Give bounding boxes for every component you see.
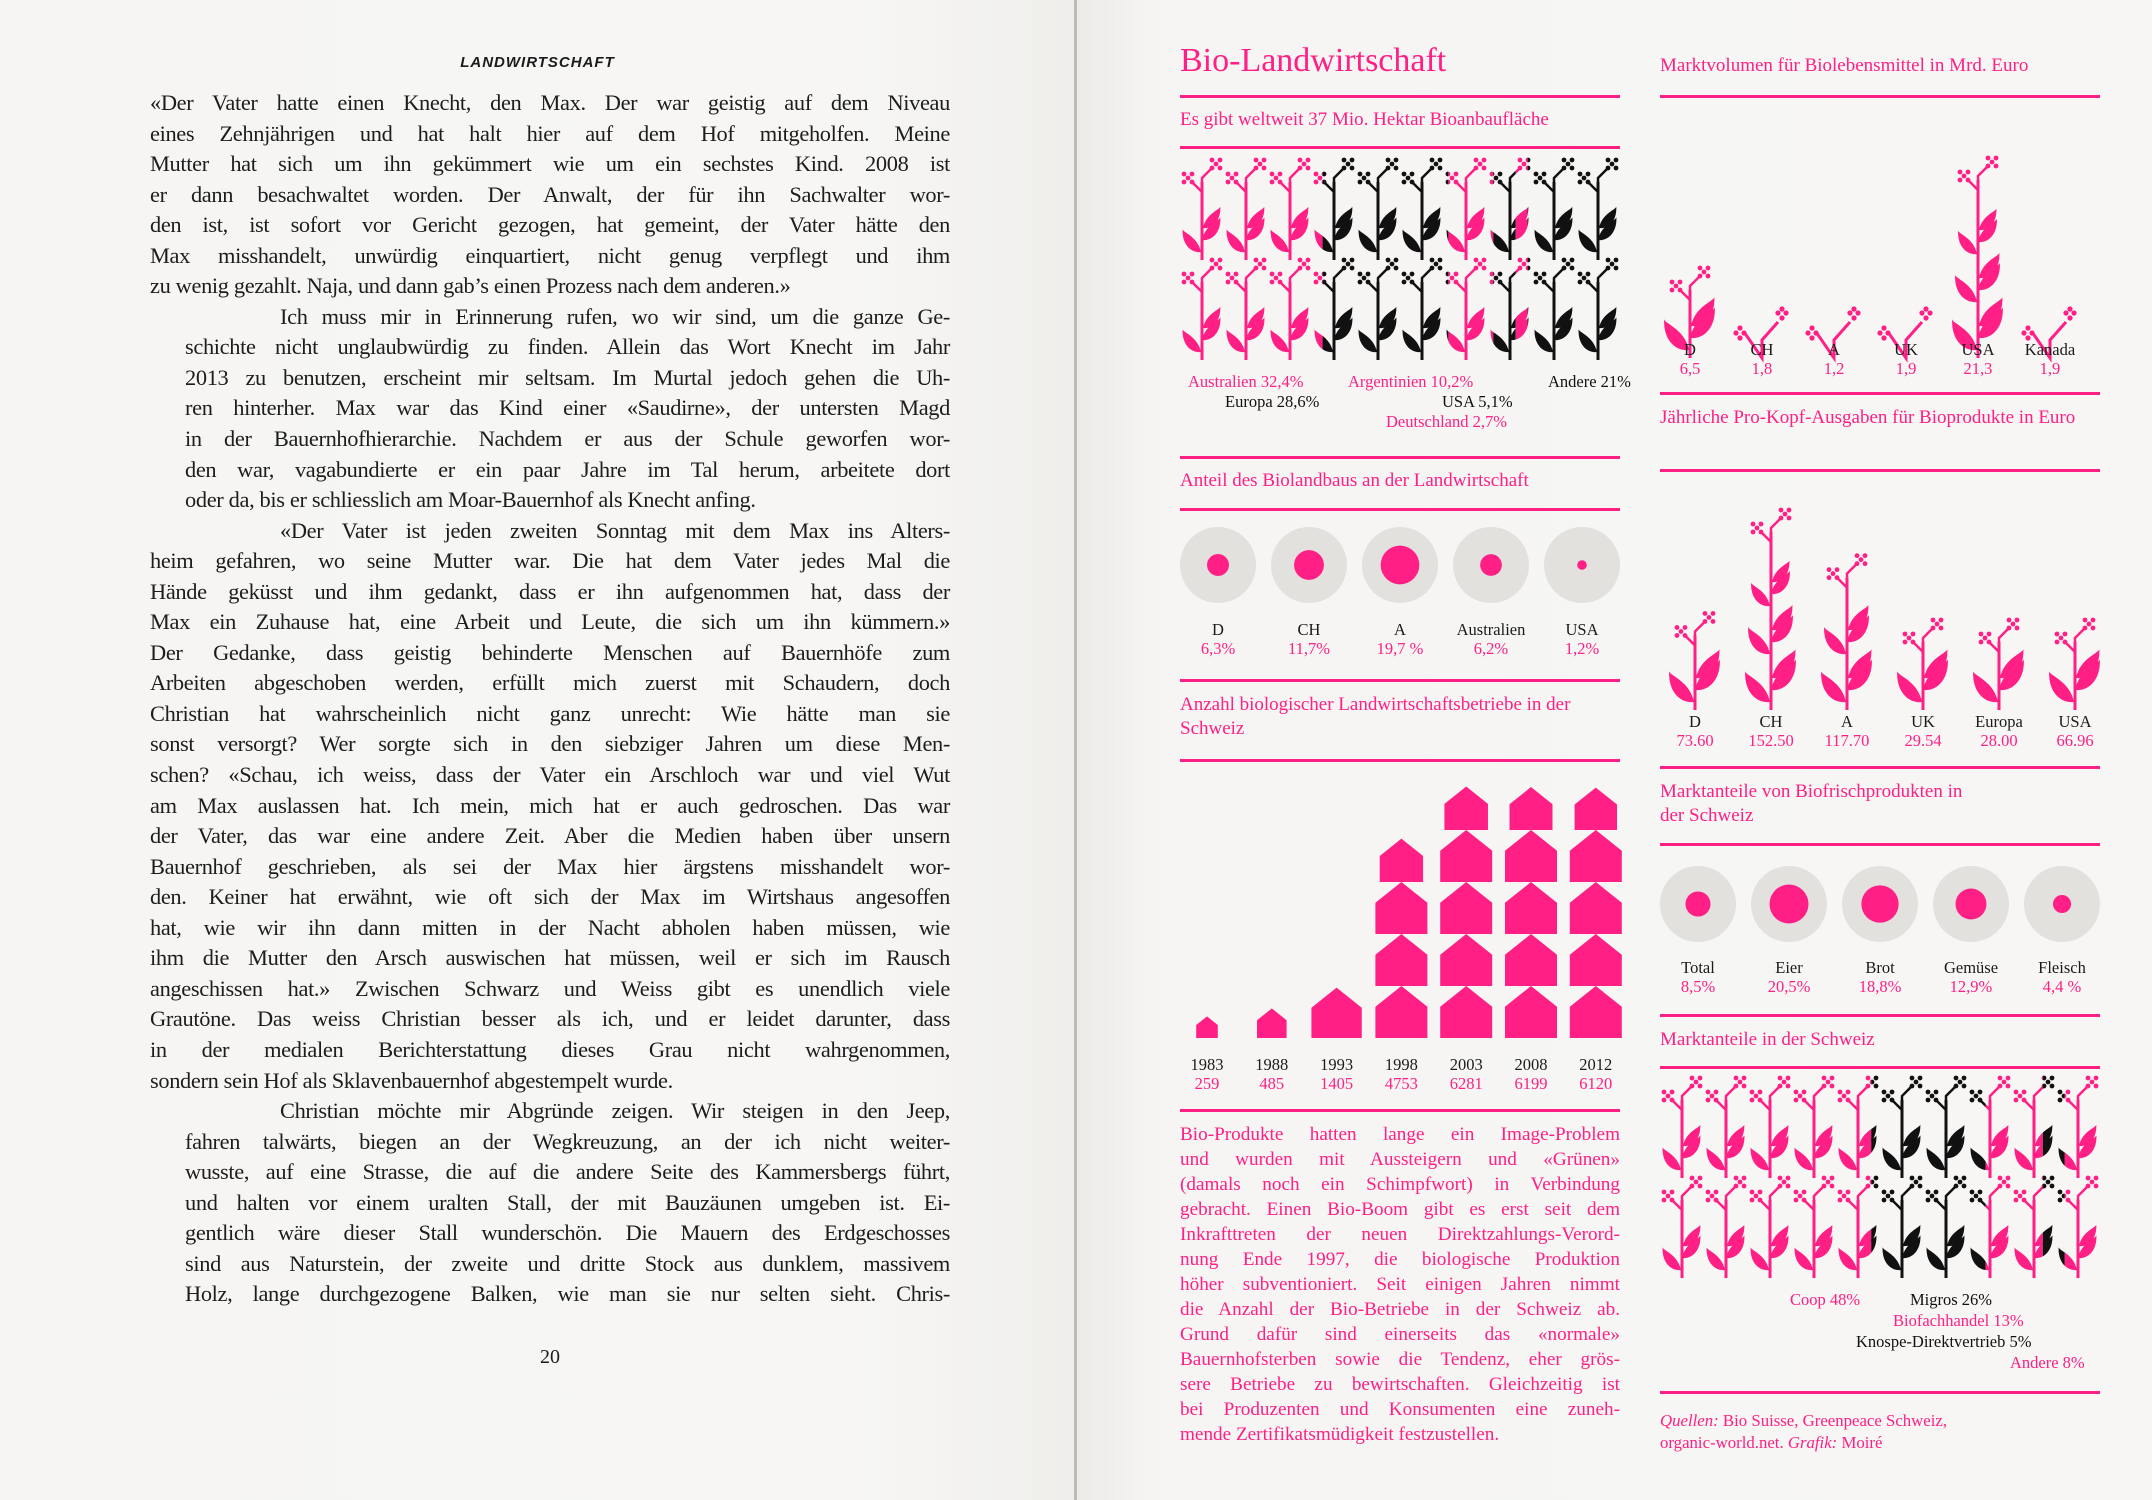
value-label: 12,9% xyxy=(1949,977,1993,996)
data-label xyxy=(1450,1055,1483,1093)
data-label xyxy=(1751,340,1774,378)
chart-pro-kopf xyxy=(1660,480,2100,710)
plant-icon xyxy=(1952,156,2003,358)
data-label xyxy=(1201,620,1235,658)
house-icon xyxy=(1570,986,1622,1038)
plant-icon xyxy=(1534,158,1575,260)
text-line: 2013 zu benutzen, erscheint mir seltsam. Im Murtal jedoch gehen die Uh- xyxy=(185,364,950,390)
house-icon xyxy=(1570,882,1622,934)
value-label: 6,5 xyxy=(1679,359,1701,378)
disc-value-australien xyxy=(1480,554,1502,576)
text-line: Hände geküsst und ihm gedankt, dass er ihn aufgenommen hat, dass der xyxy=(150,578,950,604)
year-label: 2012 xyxy=(1579,1055,1613,1074)
plant-icon xyxy=(1578,158,1619,260)
house-icon xyxy=(1570,830,1622,882)
text-line: Der Gedanke, dass geistig behinderte Menschen auf Bauernhöfe zum xyxy=(150,639,950,665)
value-label: 8,5% xyxy=(1680,977,1716,996)
year-label: 2003 xyxy=(1449,1055,1483,1074)
sources-text: Bio Suisse, Greenpeace Schweiz, xyxy=(1718,1411,1948,1430)
data-label xyxy=(1894,340,1918,378)
plant-icon xyxy=(1358,258,1399,360)
data-label xyxy=(2025,340,2075,378)
data-label xyxy=(1191,1055,1224,1093)
graphic-credit: Moiré xyxy=(1837,1433,1883,1452)
text-line: wusste, auf eine Strasse, die auf die andere Seite des Kammersbergs führt, xyxy=(185,1159,950,1185)
value-label: 1,8 xyxy=(1751,359,1773,378)
plant-icon xyxy=(1446,258,1487,360)
plant-icon xyxy=(1750,1176,1791,1278)
text-line: Ich muss mir in Erinnerung rufen, wo wir sind, um die ganze Ge- xyxy=(280,303,950,329)
house-icon xyxy=(1510,787,1553,830)
text-line: gentlich wäre dieser Stall wunderschön. Die Mauern des Erdgeschosses xyxy=(185,1220,950,1246)
data-label xyxy=(1579,1055,1612,1093)
text-line: und halten vor einem uralten Stall, der mit Bauzäunen umgeben ist. Ei- xyxy=(185,1189,950,1215)
chart-title-marktanteile-schweiz: Marktanteile in der Schweiz xyxy=(1660,1029,1875,1050)
page-title: Bio-Landwirtschaft xyxy=(1180,42,1447,79)
text-line: den. Keiner hat erwähnt, wie oft sich der Max im Wirtshaus angesoffen xyxy=(150,884,950,910)
text-line: Christian hat wahrscheinlich nicht ganz unrecht: Wie hätte man sie xyxy=(150,700,950,726)
category-label: Eier xyxy=(1775,958,1803,977)
house-icon xyxy=(1375,882,1427,934)
data-label xyxy=(1768,958,1811,996)
value-label: 73.60 xyxy=(1676,731,1714,750)
plant-icon xyxy=(1882,1076,1923,1178)
text-line: in der Bauernhofhierarchie. Nachdem er aus der Schule geworfen wor- xyxy=(185,426,950,452)
disc-value-usa xyxy=(1577,560,1587,570)
category-label: USA xyxy=(1961,340,1995,359)
legend-item: Australien 32,4% xyxy=(1188,372,1304,391)
disc-value-d xyxy=(1207,554,1229,576)
plant-icon xyxy=(1402,258,1443,360)
legend-item: Coop 48% xyxy=(1790,1290,1861,1309)
divider xyxy=(1660,1014,2100,1017)
data-label xyxy=(1515,1055,1548,1093)
value-label: 4,4 % xyxy=(2042,977,2082,996)
data-label xyxy=(1385,1055,1418,1093)
text-line: hat, wie wir ihn dann mitten in der Nacht abholen haben müssen, wie xyxy=(150,914,950,940)
year-label: 1988 xyxy=(1255,1055,1289,1074)
divider xyxy=(1180,759,1620,762)
year-label: 2008 xyxy=(1514,1055,1548,1074)
data-label xyxy=(1681,958,1715,996)
disc-value-eier xyxy=(1770,885,1809,924)
house-icon xyxy=(1575,788,1617,830)
text-line: den war, vagabundierte er ein paar Jahre im Tal herum, arbeitete dort xyxy=(185,456,950,482)
sources-label: Quellen: xyxy=(1660,1411,1719,1430)
category-label: D xyxy=(1684,340,1696,359)
sources-credit xyxy=(1660,1410,1947,1454)
data-label xyxy=(1680,340,1701,378)
body-text xyxy=(150,88,950,1310)
value-label: 66.96 xyxy=(2056,731,2094,750)
value-label: 1405 xyxy=(1320,1074,1354,1093)
value-label: 6281 xyxy=(1449,1074,1483,1093)
category-label: UK xyxy=(1911,712,1935,731)
category-label: Europa xyxy=(1975,712,2023,731)
house-icon xyxy=(1375,934,1427,986)
text-line: sind aus Naturstein, der zweite und dritte Stock aus dunklem, massivem xyxy=(185,1250,950,1276)
plant-icon xyxy=(1578,258,1619,360)
data-label xyxy=(2038,958,2086,996)
paragraph-line: gebracht. Einen Bio-Boom gibt es erst seit dem xyxy=(1180,1199,1620,1220)
text-line: Arbeiten abgeschoben werden, erfüllt mich zuerst mit Schaudern, doch xyxy=(150,670,950,696)
house-icon xyxy=(1505,934,1557,986)
text-line: der Vater, das war eine andere Zeit. Aber die Medien haben über unsern xyxy=(150,823,950,849)
data-label xyxy=(1457,620,1526,658)
data-label xyxy=(1961,340,1994,378)
plant-icon xyxy=(1745,508,1796,710)
text-line: den ist, ist sofort vor Gericht gezogen, hat gemeint, der Vater hätte den xyxy=(150,212,950,238)
paragraph-line: mende Zertifikatsmüdigkeit festzustellen. xyxy=(1180,1424,1500,1445)
paragraph-line: Bio-Produkte hatten lange ein Image-Problem xyxy=(1180,1124,1620,1145)
text-line: eines Zehnjährigen und hat halt hier auf dem Hof mitgeholfen. Meine xyxy=(150,120,950,146)
page-number: 20 xyxy=(540,1346,560,1368)
house-icon xyxy=(1375,986,1427,1038)
text-line: heim gefahren, wo seine Mutter war. Die hat dem Vater jedes Mal die xyxy=(150,548,950,574)
paragraph-line: und wurden mit Aussteigern und «Grünen» xyxy=(1180,1149,1620,1170)
legend-item: Andere 21% xyxy=(1548,372,1631,391)
text-line: «Der Vater ist jeden zweiten Sonntag mit dem Max ins Alters- xyxy=(280,517,950,543)
paragraph-line: (damals noch ein Schimpfwort) in Verbindung xyxy=(1180,1174,1620,1195)
text-line: Bauernhof geschrieben, als sei der Max hier ärgstens misshandelt wor- xyxy=(150,853,950,879)
plant-icon xyxy=(1838,1076,1879,1178)
value-label: 1,2 xyxy=(1823,359,1845,378)
chart-marktanteile-schweiz xyxy=(1660,1078,2100,1283)
paragraph-line: nung Ende 1997, die biologische Produktion xyxy=(1180,1249,1620,1270)
house-icon xyxy=(1505,830,1557,882)
text-line: in der medialen Berichterstattung dieses Grau nicht wahrgenommen, xyxy=(150,1036,950,1062)
chart-marktvolumen xyxy=(1660,110,2100,360)
data-label xyxy=(1944,958,1998,996)
paragraph-line: bei Produzenten und Konsumenten eine zuneh- xyxy=(1180,1399,1620,1420)
house-icon xyxy=(1570,934,1622,986)
text-line: zu wenig gezahlt. Naja, und dann gab’s einen Prozess nach dem anderen.» xyxy=(150,273,791,299)
text-line: schichte nicht unglaubwürdig zu finden. Allein das Wort Knecht im Jahr xyxy=(185,334,950,360)
paragraph-line: höher subventioniert. Seit einigen Jahren nimmt xyxy=(1180,1274,1620,1295)
category-label: D xyxy=(1689,712,1701,731)
category-label: USA xyxy=(2058,712,2092,731)
data-label xyxy=(1676,712,1713,750)
data-label xyxy=(1825,712,1870,750)
divider xyxy=(1180,146,1620,149)
value-label: 1,9 xyxy=(2039,359,2061,378)
plant-icon xyxy=(1270,158,1311,260)
text-line: sondern sein Hof als Sklavenbauernhof abgestempelt wurde. xyxy=(150,1067,673,1093)
house-icon xyxy=(1440,882,1492,934)
year-label: 1983 xyxy=(1190,1055,1224,1074)
value-label: 4753 xyxy=(1384,1074,1418,1093)
text-line: oder da, bis er schliesslich am Moar-Bauernhof als Knecht anfing. xyxy=(185,487,756,513)
category-label: Fleisch xyxy=(2038,958,2086,977)
plant-icon xyxy=(1226,158,1267,260)
text-line: fahren talwärts, biegen an der Wegkreuzung, an der ich nicht weiter- xyxy=(185,1128,950,1154)
data-label xyxy=(1288,620,1330,658)
plant-icon xyxy=(2014,1076,2055,1178)
divider xyxy=(1660,469,2100,472)
value-label: 19,7 % xyxy=(1376,639,1424,658)
house-icon xyxy=(1380,839,1423,882)
text-line: er dann besachwaltet worden. Der Anwalt, der für ihn Sachwalter wor- xyxy=(150,181,950,207)
left-page xyxy=(0,0,1075,1500)
chart-title-marktvolumen: Marktvolumen für Biolebensmittel in Mrd. Euro xyxy=(1660,55,2029,76)
text-line: Mutter hat sich um ihn gekümmert wie um ein sechstes Kind. 2008 ist xyxy=(150,151,950,177)
value-label: 485 xyxy=(1259,1074,1285,1093)
data-label xyxy=(1904,712,1941,750)
plant-icon xyxy=(1794,1176,1835,1278)
plant-icon xyxy=(1534,258,1575,360)
plant-icon xyxy=(1446,158,1487,260)
plant-icon xyxy=(1662,1176,1703,1278)
category-label: Brot xyxy=(1865,958,1895,977)
value-label: 20,5% xyxy=(1767,977,1811,996)
disc-value-a xyxy=(1381,546,1420,585)
running-head: LANDWIRTSCHAFT xyxy=(460,54,615,71)
plant-icon xyxy=(1821,553,1872,710)
text-line: ren hinterher. Max war das Kind einer «Saudirne», der untersten Magd xyxy=(185,395,950,421)
divider xyxy=(1660,1391,2100,1394)
legend-item: Migros 26% xyxy=(1910,1290,1993,1309)
chart-title-anteil-biolandbau: Anteil des Biolandbaus an der Landwirtschaft xyxy=(1180,470,1529,491)
paragraph-line: sere Betriebe zu bewirtschaften. Gleichzeitig ist xyxy=(1180,1374,1620,1395)
divider xyxy=(1180,508,1620,511)
text-line: Grautöne. Das weiss Christian besser als ich, und er leidet darunter, dass xyxy=(150,1006,950,1032)
legend-item: Argentinien 10,2% xyxy=(1348,372,1474,391)
plant-icon xyxy=(1838,1176,1879,1278)
text-line: Max misshandelt, unwürdig einquartiert, nicht genug verpflegt und ihm xyxy=(150,242,950,268)
plant-icon xyxy=(1358,158,1399,260)
value-label: 117.70 xyxy=(1824,731,1870,750)
category-label: D xyxy=(1212,620,1224,639)
category-label: Gemüse xyxy=(1943,958,1999,977)
text-line: schen? «Schau, ich weiss, dass der Vater ein Arschloch war und viel Wut xyxy=(150,762,950,788)
legend-item: Biofachhandel 13% xyxy=(1893,1311,2024,1330)
plant-icon xyxy=(1882,1176,1923,1278)
house-icon xyxy=(1311,988,1361,1038)
house-icon xyxy=(1440,830,1492,882)
divider xyxy=(1660,843,2100,846)
year-label: 1993 xyxy=(1320,1055,1354,1074)
paragraph-line: Bauernhofsterben sowie die Tendenz, eher grös- xyxy=(1180,1349,1620,1370)
house-icon xyxy=(1505,882,1557,934)
category-label: USA xyxy=(1565,620,1599,639)
data-label xyxy=(1824,340,1845,378)
chart-bioanbauflaeche xyxy=(1180,160,1620,370)
house-icon xyxy=(1440,986,1492,1038)
plant-icon xyxy=(1926,1076,1967,1178)
plant-icon xyxy=(1226,258,1267,360)
chart-betriebe-schweiz xyxy=(1180,770,1620,1040)
divider xyxy=(1660,392,2100,395)
house-icon xyxy=(1196,1016,1218,1038)
chart-anteil-biolandbau xyxy=(1180,525,1620,615)
chart-biofrisch xyxy=(1660,864,2100,944)
text-line: sonst versorgt? Wer sorgte sich in den siebziger Jahren um diese Men- xyxy=(150,731,950,757)
plant-icon xyxy=(1897,618,1948,710)
value-label: 259 xyxy=(1194,1074,1220,1093)
plant-icon xyxy=(1750,1076,1791,1178)
category-label: Total xyxy=(1681,958,1715,977)
legend-item: Deutschland 2,7% xyxy=(1386,412,1507,431)
text-line: Christian möchte mir Abgründe zeigen. Wir steigen in den Jeep, xyxy=(280,1098,950,1124)
category-label: A xyxy=(1841,712,1853,731)
chart-title-betriebe-schweiz: Anzahl biologischer Landwirtschaftsbetriebe in der Schweiz xyxy=(1180,694,1571,739)
divider xyxy=(1180,95,1620,98)
plant-icon xyxy=(1490,158,1531,260)
legend-item: Knospe-Direktvertrieb 5% xyxy=(1856,1332,2032,1351)
plant-icon xyxy=(2049,618,2100,710)
house-icon xyxy=(1505,986,1557,1038)
data-label xyxy=(1748,712,1793,750)
divider xyxy=(1180,456,1620,459)
category-label: CH xyxy=(1759,712,1783,731)
legend-item: Europa 28,6% xyxy=(1225,392,1320,411)
disc-value-fleisch xyxy=(2053,895,2071,913)
data-label xyxy=(1975,712,2023,750)
value-label: 1,9 xyxy=(1895,359,1917,378)
value-label: 6,2% xyxy=(1473,639,1509,658)
data-label xyxy=(1859,958,1902,996)
text-line: angeschissen hat.» Zwischen Schwarz und Weiss gibt es unendlich viele xyxy=(150,975,950,1001)
graphic-label: Grafik: xyxy=(1787,1433,1838,1452)
divider xyxy=(1660,766,2100,769)
category-label: CH xyxy=(1297,620,1321,639)
value-label: 152.50 xyxy=(1748,731,1794,750)
paragraph-line: die Anzahl der Bio-Betriebe in der Schweiz ab. xyxy=(1180,1299,1620,1320)
disc-value-brot xyxy=(1861,885,1898,922)
divider xyxy=(1660,1066,2100,1069)
paragraph-line: Grund dafür sind einerseits das «normale» xyxy=(1180,1324,1620,1345)
data-label xyxy=(1565,620,1599,658)
year-label: 1998 xyxy=(1384,1055,1418,1074)
disc-value-gemüse xyxy=(1956,889,1987,920)
text-line: «Der Vater hatte einen Knecht, den Max. Der war geistig auf dem Niveau xyxy=(150,90,950,115)
legend-item: Andere 8% xyxy=(2010,1353,2085,1372)
plant-icon xyxy=(1794,1076,1835,1178)
category-label: Australien xyxy=(1456,620,1526,639)
chart-title-biofrisch: Marktanteile von Biofrischprodukten in der Schweiz xyxy=(1660,781,1963,826)
category-label: A xyxy=(1828,340,1840,359)
divider xyxy=(1180,679,1620,682)
plant-icon xyxy=(1490,258,1531,360)
house-icon xyxy=(1440,934,1492,986)
paragraph-line: Inkrafttreten der neuen Direktzahlungs-Verord- xyxy=(1180,1224,1620,1245)
data-label xyxy=(1377,620,1424,658)
category-label: UK xyxy=(1894,340,1918,359)
plant-icon xyxy=(1182,258,1223,360)
disc-value-total xyxy=(1685,891,1710,916)
text-line: am Max auslassen hat. Ich mein, mich hat er auch gedroschen. Das war xyxy=(150,792,950,818)
category-label: Kanada xyxy=(2024,340,2076,359)
plant-icon xyxy=(1706,1176,1747,1278)
legend-item: USA 5,1% xyxy=(1442,392,1513,411)
value-label: 11,7% xyxy=(1287,639,1331,658)
plant-icon xyxy=(1182,158,1223,260)
plant-icon xyxy=(2014,1176,2055,1278)
sources-text-2: organic-world.net. xyxy=(1660,1433,1788,1452)
text-line: ihm die Mutter den Arsch auswischen hat müssen, weil er sich im Rausch xyxy=(150,945,950,971)
text-line: Holz, lange durchgezogene Balken, wie man sie nur selten sieht. Chris- xyxy=(185,1281,950,1307)
plant-icon xyxy=(1402,158,1443,260)
value-label: 6120 xyxy=(1579,1074,1613,1093)
house-icon xyxy=(1444,786,1488,830)
divider xyxy=(1180,1109,1620,1112)
house-icon xyxy=(1257,1008,1287,1038)
info-paragraph xyxy=(1180,1122,1620,1447)
data-label xyxy=(1255,1055,1288,1093)
plant-icon xyxy=(1706,1076,1747,1178)
data-label xyxy=(1320,1055,1353,1093)
value-label: 6199 xyxy=(1514,1074,1548,1093)
value-label: 1,2% xyxy=(1564,639,1600,658)
chart-title-bioanbauflaeche: Es gibt weltweit 37 Mio. Hektar Bioanbaufläche xyxy=(1180,109,1549,130)
plant-icon xyxy=(1973,618,2024,710)
plant-icon xyxy=(1270,258,1311,360)
chart-title-pro-kopf: Jährliche Pro-Kopf-Ausgaben für Bioprodukte in Euro xyxy=(1660,407,2076,428)
value-label: 6,3% xyxy=(1200,639,1236,658)
value-label: 18,8% xyxy=(1858,977,1902,996)
plant-icon xyxy=(1669,611,1720,710)
divider xyxy=(1660,95,2100,98)
category-label: CH xyxy=(1750,340,1774,359)
plant-icon xyxy=(1926,1176,1967,1278)
plant-icon xyxy=(1662,1076,1703,1178)
data-label xyxy=(2056,712,2093,750)
value-label: 21,3 xyxy=(1963,359,1993,378)
disc-value-ch xyxy=(1294,550,1324,580)
value-label: 28.00 xyxy=(1980,731,2018,750)
category-label: A xyxy=(1394,620,1406,639)
text-line: Max ein Zuhause hat, eine Arbeit und Leute, die sich um ihn kümmern.» xyxy=(150,609,950,635)
value-label: 29.54 xyxy=(1904,731,1942,750)
